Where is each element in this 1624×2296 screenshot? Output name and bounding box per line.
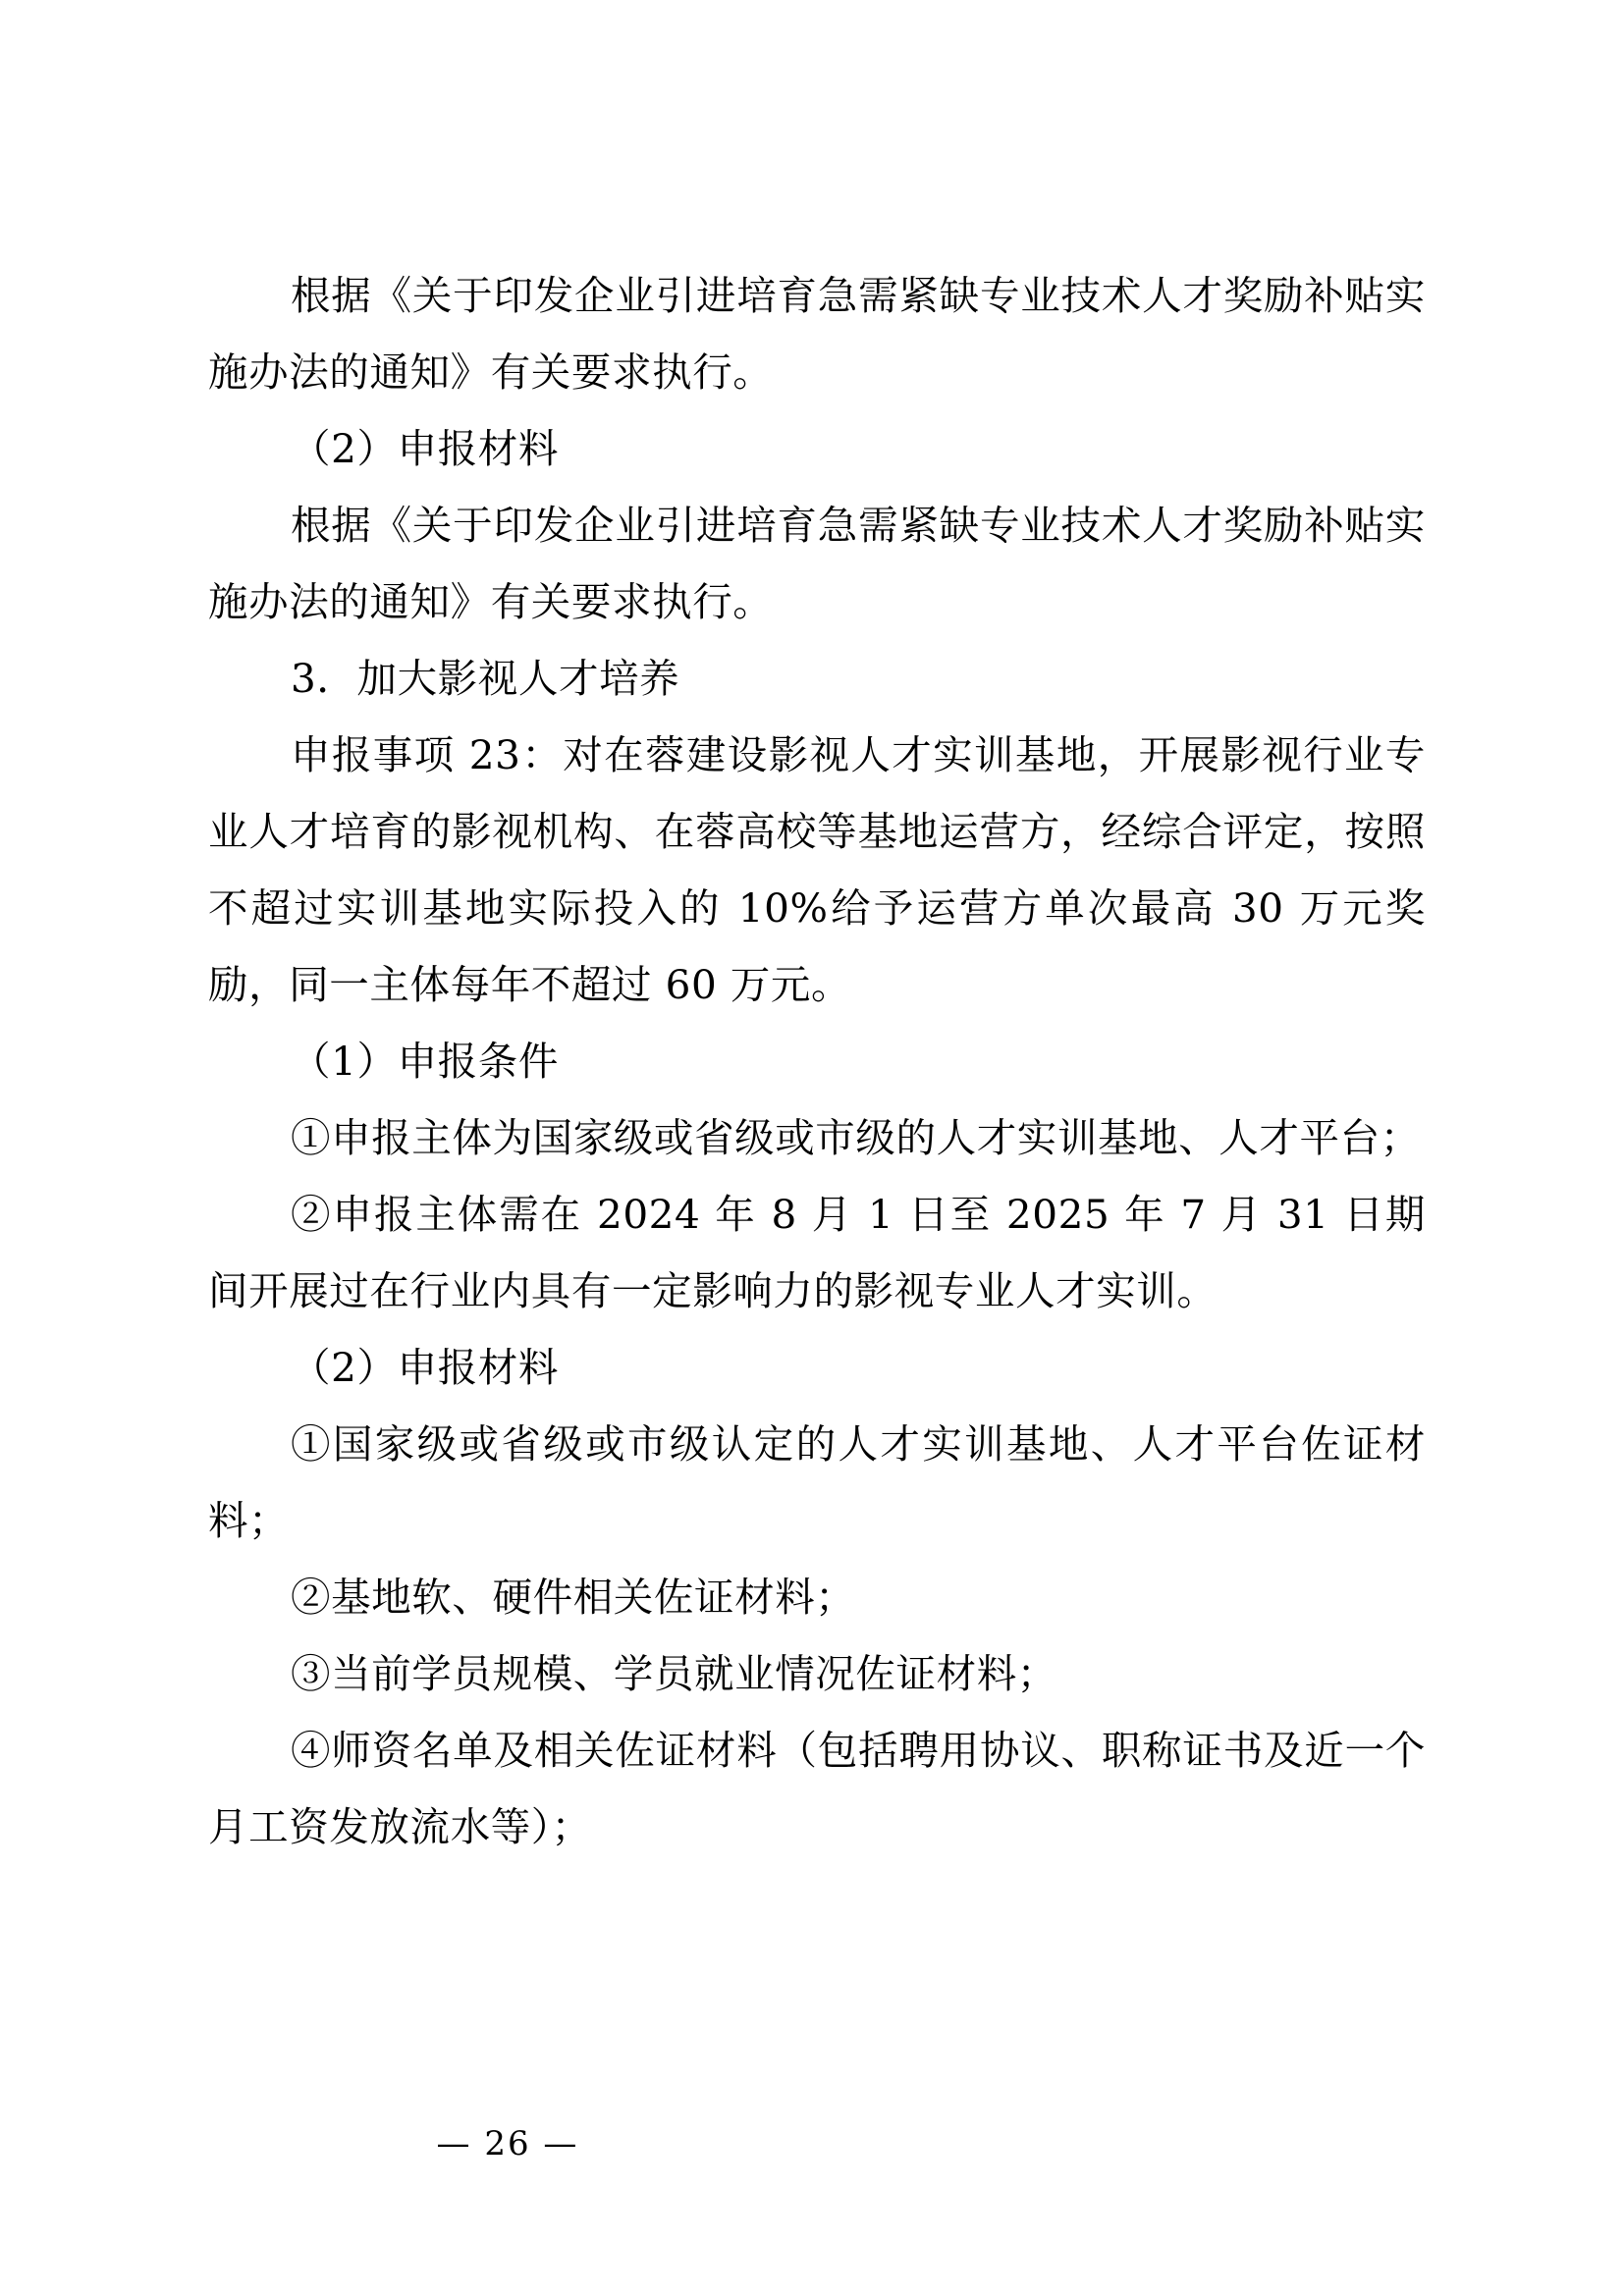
document-body	[208, 257, 1426, 1865]
paragraph: （2）申报材料	[291, 425, 559, 472]
paragraph: （1）申报条件	[291, 1038, 559, 1085]
paragraph: ①申报主体为国家级或省级或市级的人才实训基地、人才平台；	[291, 1114, 1421, 1161]
paragraph: 根据《关于印发企业引进培育急需紧缺专业技术人才奖励补贴实施办法的通知》有关要求执行。	[208, 272, 1426, 396]
paragraph: 申报事项 23：对在蓉建设影视人才实训基地，开展影视行业专业人才培育的影视机构、在蓉高校等基地运营方，经综合评定，按照不超过实训基地实际投入的 10%给予运营方单次最高 30 万元奖励，同一主体每年不超过 60 万元。	[208, 731, 1426, 1008]
paragraph: ①国家级或省级或市级认定的人才实训基地、人才平台佐证材料；	[208, 1420, 1426, 1544]
section-heading: 3．加大影视人才培养	[291, 655, 680, 702]
paragraph: ④师资名单及相关佐证材料（包括聘用协议、职称证书及近一个月工资发放流水等）；	[208, 1727, 1426, 1850]
paragraph: 根据《关于印发企业引进培育急需紧缺专业技术人才奖励补贴实施办法的通知》有关要求执行。	[208, 502, 1426, 625]
paragraph: ②基地软、硬件相关佐证材料；	[291, 1574, 856, 1621]
paragraph: （2）申报材料	[291, 1344, 559, 1391]
page-number: — 26 —	[436, 2124, 579, 2163]
page-footer	[0, 2124, 1624, 2163]
paragraph: ②申报主体需在 2024 年 8 月 1 日至 2025 年 7 月 31 日期间开展过在行业内具有一定影响力的影视专业人才实训。	[208, 1191, 1426, 1314]
paragraph: ③当前学员规模、学员就业情况佐证材料；	[291, 1650, 1057, 1697]
